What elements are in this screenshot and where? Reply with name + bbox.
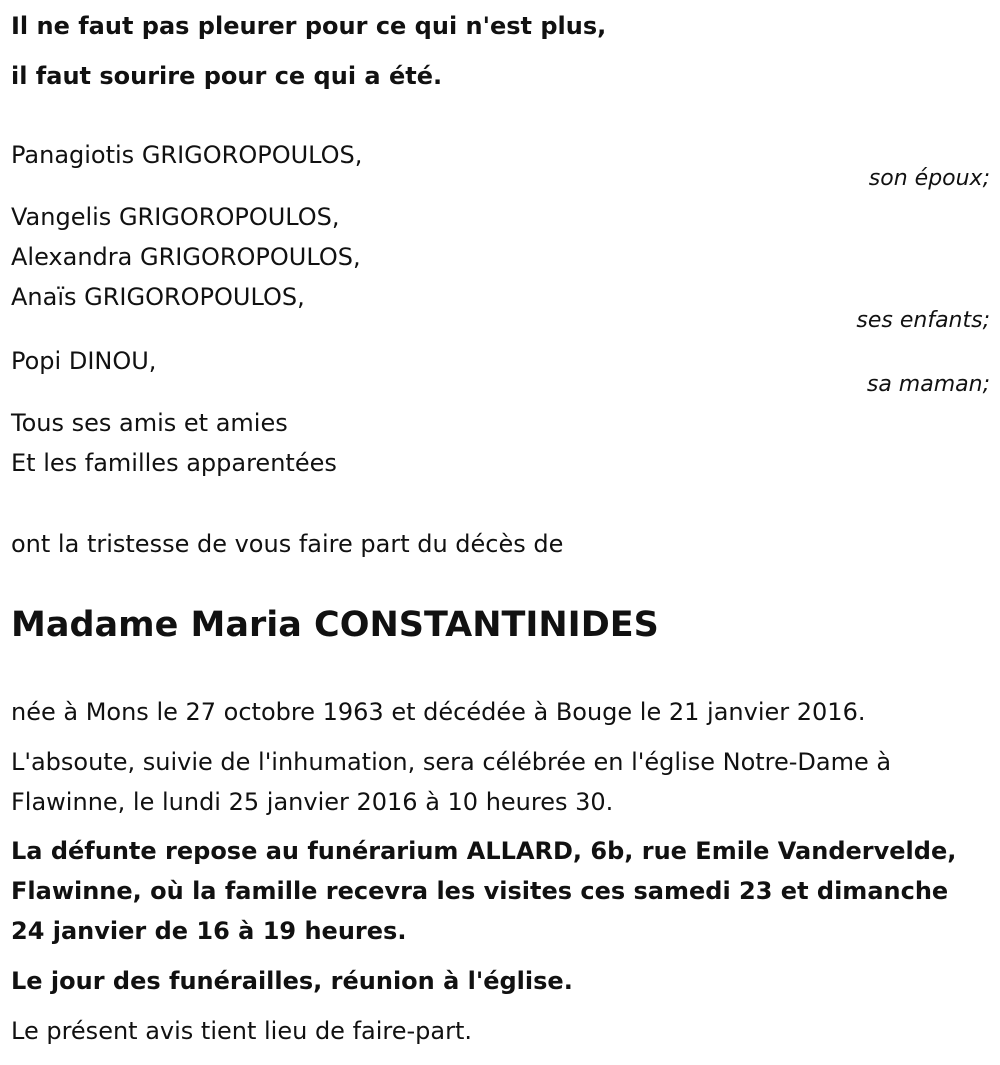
child-name-3: Anaïs GRIGOROPOULOS, [11, 283, 305, 311]
children-role: ses enfants; [856, 308, 990, 333]
child-name-2: Alexandra GRIGOROPOULOS, [11, 243, 361, 271]
mother-name: Popi DINOU, [11, 347, 157, 375]
ceremony-line-1: L'absoute, suivie de l'inhumation, sera célébrée en l'église Notre-Dame à [11, 748, 892, 776]
spouse-role: son époux; [868, 166, 990, 191]
visitation-line-3: 24 janvier de 16 à 19 heures. [11, 917, 407, 945]
child-name-1: Vangelis GRIGOROPOULOS, [11, 203, 340, 231]
notice-line: Le présent avis tient lieu de faire-part. [11, 1017, 473, 1045]
announcement: ont la tristesse de vous faire part du décès de [11, 530, 564, 558]
visitation-line-1: La défunte repose au funérarium ALLARD, 6b, rue Emile Vandervelde, [11, 837, 957, 865]
birth-death-line: née à Mons le 27 octobre 1963 et décédée à Bouge le 21 janvier 2016. [11, 698, 866, 726]
ceremony-line-2: Flawinne, le lundi 25 janvier 2016 à 10 heures 30. [11, 788, 614, 816]
epigraph-line-2: il faut sourire pour ce qui a été. [11, 62, 443, 90]
spouse-name: Panagiotis GRIGOROPOULOS, [11, 141, 363, 169]
mother-role: sa maman; [866, 372, 990, 397]
friends-line: Tous ses amis et amies [11, 409, 288, 437]
deceased-name: Madame Maria CONSTANTINIDES [11, 605, 659, 645]
epigraph-line-1: Il ne faut pas pleurer pour ce qui n'est plus, [11, 12, 607, 40]
visitation-line-2: Flawinne, où la famille recevra les visites ces samedi 23 et dimanche [11, 877, 949, 905]
relatives-line: Et les familles apparentées [11, 449, 337, 477]
meeting-line: Le jour des funérailles, réunion à l'église. [11, 967, 573, 995]
